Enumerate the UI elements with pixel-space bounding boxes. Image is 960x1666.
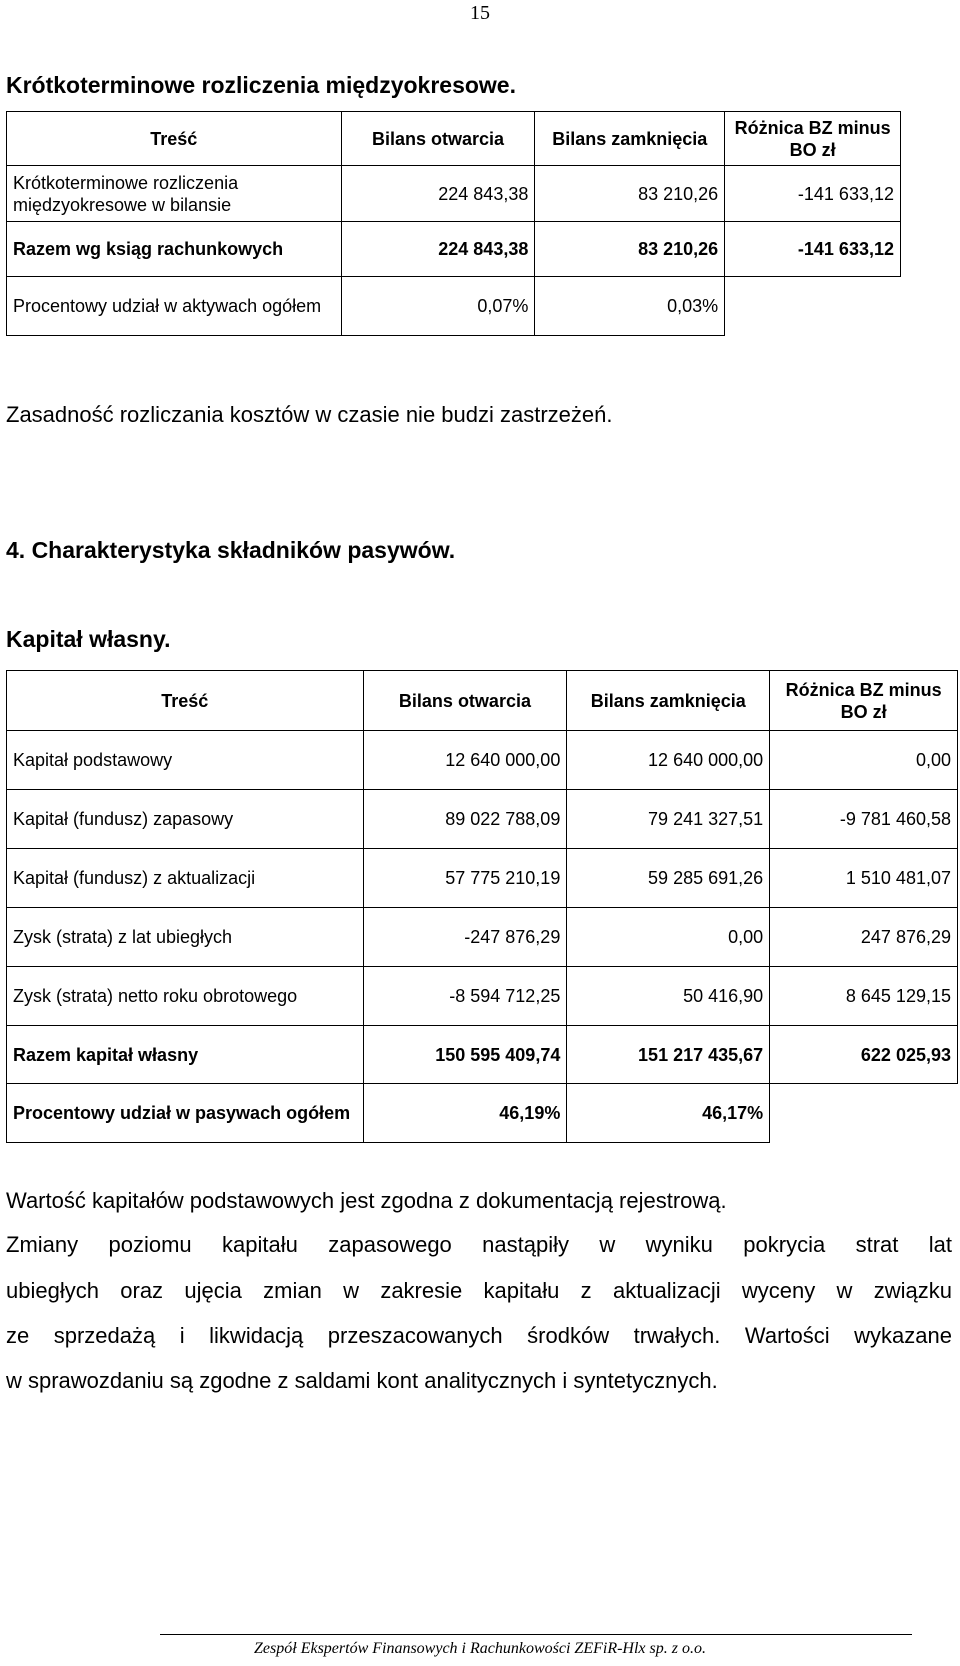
cell-opening: 57 775 210,19	[363, 849, 567, 908]
equity-paragraph-line: Zmiany poziomu kapitału zapasowego nastąpiły w wyniku pokrycia strat lat	[6, 1232, 952, 1257]
cell-closing: 46,17%	[567, 1084, 770, 1143]
table-row-total	[7, 222, 901, 277]
cell-opening: 224 843,38	[341, 222, 535, 277]
row-label: Procentowy udział w aktywach ogółem	[7, 277, 342, 336]
row-label: Kapitał (fundusz) zapasowy	[7, 790, 364, 849]
cell-opening: 46,19%	[363, 1084, 567, 1143]
column-header: Treść	[7, 112, 342, 166]
row-label: Zysk (strata) z lat ubiegłych	[7, 908, 364, 967]
accruals-note: Zasadność rozliczania kosztów w czasie nie budzi zastrzeżeń.	[6, 402, 613, 427]
column-header: Treść	[7, 671, 364, 731]
subsection-title-equity: Kapitał własny.	[6, 626, 171, 652]
table-row	[7, 967, 958, 1026]
table-row	[7, 908, 958, 967]
footer-text: Zespół Ekspertów Finansowych i Rachunkowości ZEFiR-Hlx sp. z o.o.	[254, 1640, 706, 1657]
column-header: Bilans otwarcia	[363, 671, 567, 731]
table-row-percent	[7, 1084, 958, 1143]
cell-opening: 224 843,38	[341, 166, 535, 222]
column-header: Różnica BZ minus BO zł	[725, 112, 901, 166]
cell-difference: -141 633,12	[725, 222, 901, 277]
cell-closing: 59 285 691,26	[567, 849, 770, 908]
footer-divider	[160, 1634, 912, 1635]
row-label: Krótkoterminowe rozliczenia międzyokresowe w bilansie	[7, 166, 342, 222]
row-label: Razem wg ksiąg rachunkowych	[7, 222, 342, 277]
cell-difference: 622 025,93	[770, 1026, 958, 1084]
table-header-row	[7, 671, 958, 731]
cell-closing: 83 210,26	[535, 166, 725, 222]
cell-difference	[770, 1084, 958, 1143]
accruals-table	[6, 111, 901, 336]
cell-opening: 0,07%	[341, 277, 535, 336]
cell-closing: 151 217 435,67	[567, 1026, 770, 1084]
page-number: 15	[470, 2, 490, 24]
cell-difference: -9 781 460,58	[770, 790, 958, 849]
cell-closing: 83 210,26	[535, 222, 725, 277]
cell-closing: 50 416,90	[567, 967, 770, 1026]
cell-difference	[725, 277, 901, 336]
cell-difference: 0,00	[770, 731, 958, 790]
cell-difference: 8 645 129,15	[770, 967, 958, 1026]
equity-paragraph-line: ubiegłych oraz ujęcia zmian w zakresie kapitału z aktualizacji wyceny w związku	[6, 1278, 952, 1303]
column-header: Różnica BZ minus BO zł	[770, 671, 958, 731]
table-row	[7, 849, 958, 908]
equity-paragraph-line: ze sprzedażą i likwidacją przeszacowanych środków trwałych. Wartości wykazane	[6, 1323, 952, 1348]
column-header: Bilans zamknięcia	[567, 671, 770, 731]
cell-opening: 89 022 788,09	[363, 790, 567, 849]
equity-paragraph-1: Wartość kapitałów podstawowych jest zgodna z dokumentacją rejestrową.	[6, 1188, 727, 1213]
cell-closing: 0,03%	[535, 277, 725, 336]
table-row-total	[7, 1026, 958, 1084]
column-header: Bilans zamknięcia	[535, 112, 725, 166]
row-label: Procentowy udział w pasywach ogółem	[7, 1084, 364, 1143]
cell-opening: -247 876,29	[363, 908, 567, 967]
section-title-liabilities: 4. Charakterystyka składników pasywów.	[6, 537, 456, 563]
column-header: Bilans otwarcia	[341, 112, 535, 166]
row-label: Razem kapitał własny	[7, 1026, 364, 1084]
row-label: Kapitał podstawowy	[7, 731, 364, 790]
table-header-row	[7, 112, 901, 166]
table-row-percent	[7, 277, 901, 336]
row-label: Zysk (strata) netto roku obrotowego	[7, 967, 364, 1026]
section-title-accruals: Krótkoterminowe rozliczenia międzyokresowe.	[6, 72, 516, 98]
cell-difference: 1 510 481,07	[770, 849, 958, 908]
cell-opening: 150 595 409,74	[363, 1026, 567, 1084]
cell-closing: 0,00	[567, 908, 770, 967]
cell-opening: -8 594 712,25	[363, 967, 567, 1026]
cell-closing: 12 640 000,00	[567, 731, 770, 790]
table-row	[7, 731, 958, 790]
equity-table	[6, 670, 958, 1143]
cell-opening: 12 640 000,00	[363, 731, 567, 790]
table-row	[7, 790, 958, 849]
row-label: Kapitał (fundusz) z aktualizacji	[7, 849, 364, 908]
cell-difference: 247 876,29	[770, 908, 958, 967]
cell-closing: 79 241 327,51	[567, 790, 770, 849]
equity-paragraph-line: w sprawozdaniu są zgodne z saldami kont analitycznych i syntetycznych.	[6, 1368, 718, 1393]
table-row	[7, 166, 901, 222]
cell-difference: -141 633,12	[725, 166, 901, 222]
